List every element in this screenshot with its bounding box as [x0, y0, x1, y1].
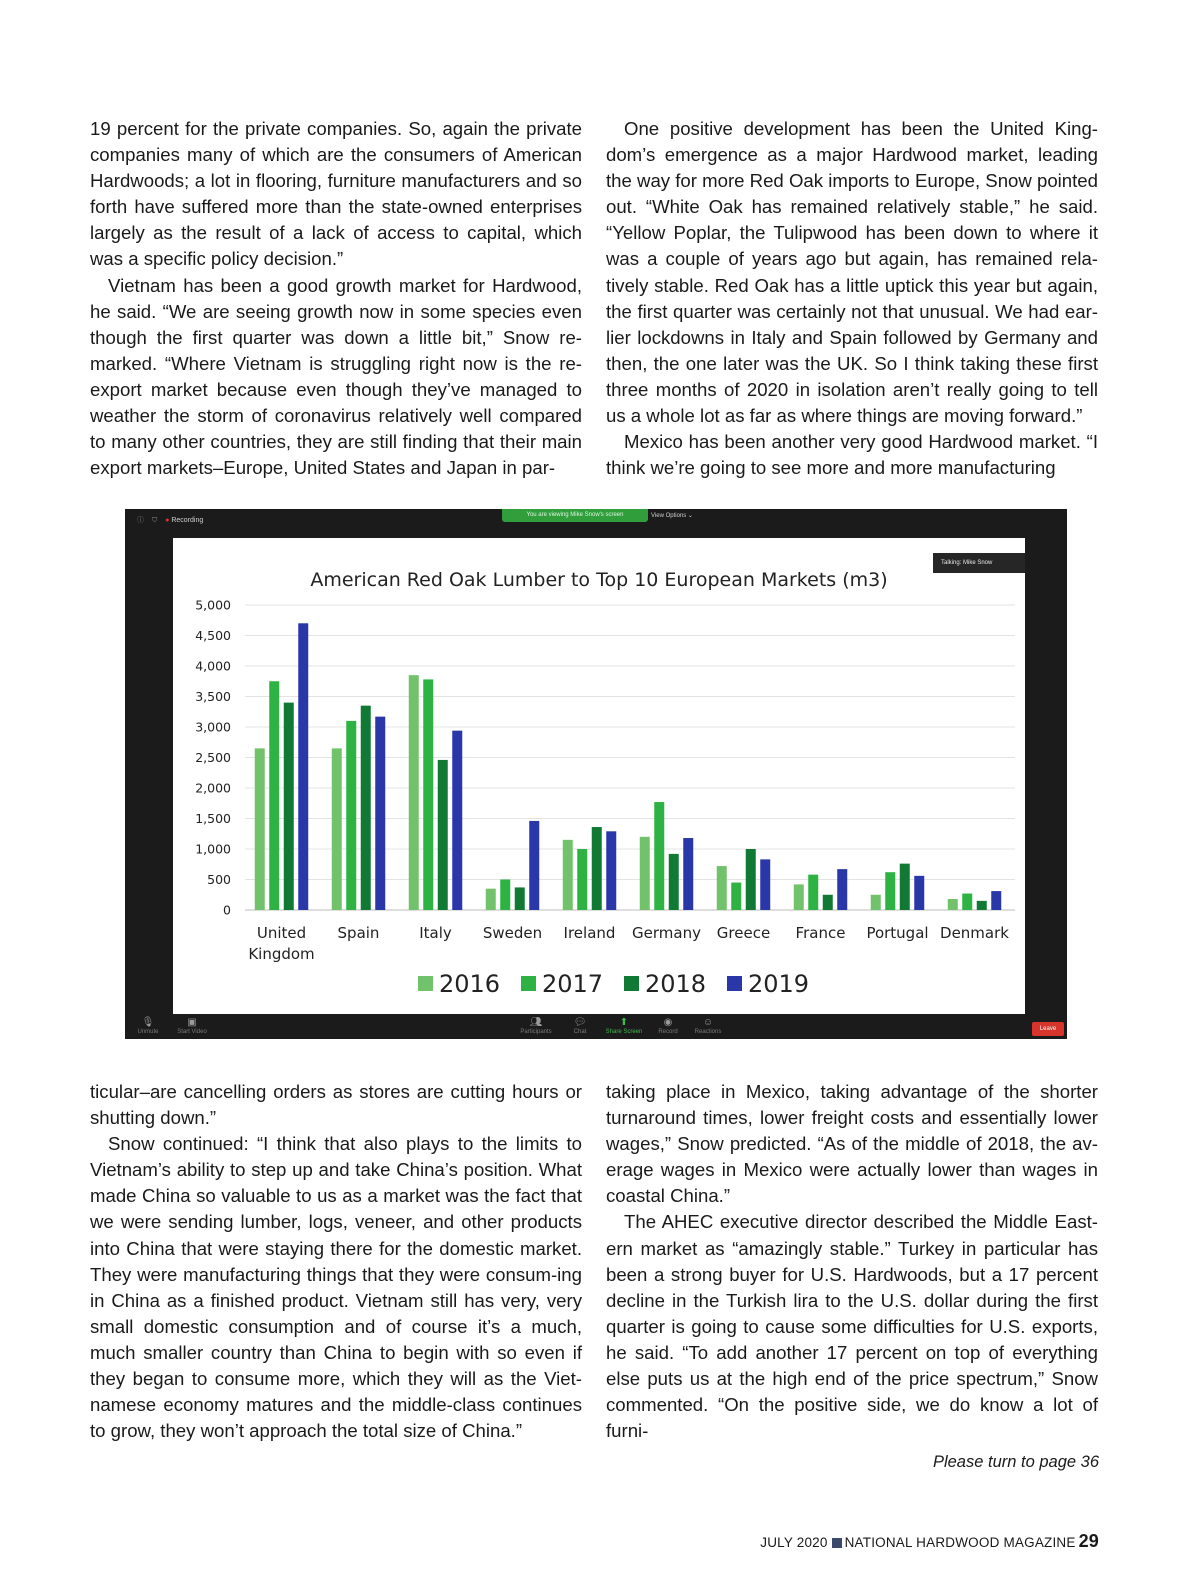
x-tick-label: United — [256, 924, 307, 942]
y-tick-label: 3,000 — [195, 719, 231, 735]
recording-label: Recording — [171, 517, 204, 524]
paragraph: One positive development has been the United King-dom’s emergence as a major Hardwood market, leading the way for more Red Oak imports to Europe, Snow pointed out. “White Oak has remained relatively stable,” he said. “Yellow Poplar, the Tulipwood has been down to where it was a couple of years ago but again, has remained rela-tively stable. Red Oak has a little uptick this year but again, the first quarter was certainly not that unusual. We had ear-lier lockdowns in Italy and Spain followed by Germany and then, the one later was the UK. So I think taking these first three months of 2020 in isolation aren’t really going to tell us a whole lot as far as where things are moving forward.” — [606, 118, 1098, 427]
y-tick-label: 4,000 — [195, 658, 231, 674]
y-tick-label: 5,000 — [195, 597, 231, 613]
article-column-top-right — [606, 116, 1098, 481]
legend-label: 2019 — [748, 970, 810, 998]
paragraph: Snow continued: “I think that also plays to the limits to Vietnam’s ability to step up and take China’s position. What made China so valuable to us as a market was the fact that we were sending lumber, logs, veneer, and other products into China that were staying there for the domestic market. They were manufacturing things that they were consum-ing in China as a finished product. Vietnam still has very, very small domestic consumption and of course it’s a much, much smaller country than China to begin with so even if they began to consume more, which they will as the Viet-namese economy matures and the middle-class continues to grow, they won’t approach the total size of China.” — [90, 1133, 582, 1442]
y-tick-label: 2,500 — [195, 750, 231, 765]
record-button: ◉ Record — [645, 1017, 691, 1035]
bar-2016 — [871, 895, 881, 910]
bar-2019 — [606, 831, 616, 910]
view-options-label: View Options ⌄ — [651, 513, 693, 519]
bar-2018 — [977, 901, 987, 910]
bar-2016 — [332, 748, 342, 910]
bar-2019 — [298, 623, 308, 910]
bar-2017 — [654, 802, 664, 910]
start-video-button: ▣ Start Video — [169, 1017, 215, 1035]
bar-2018 — [361, 706, 371, 910]
chart-title: American Red Oak Lumber to Top 10 European Markets (m3) — [310, 569, 888, 591]
bar-2017 — [269, 681, 279, 910]
x-tick-label: Kingdom — [248, 945, 315, 963]
issue-date: JULY 2020 — [760, 1535, 828, 1550]
x-tick-label: Portugal — [866, 924, 929, 942]
square-bullet-icon — [832, 1538, 842, 1548]
paragraph: Mexico has been another very good Hardwood market. “I think we’re going to see more and more manufacturing — [606, 431, 1098, 479]
bar-2016 — [640, 837, 650, 910]
x-tick-label: Denmark — [940, 924, 1009, 942]
y-tick-label: 1,000 — [195, 841, 231, 857]
paragraph: Vietnam has been a good growth market for Hardwood, he said. “We are seeing growth now in some species even though the first quarter was down a little bit,” Snow re-marked. “Where Vietnam is struggling right now is the re-export market because even though they’ve managed to weather the storm of coronavirus relatively well compared to many other countries, they are still finding that their main export markets–Europe, United States and Japan in par- — [90, 274, 582, 479]
bar-2019 — [452, 731, 462, 910]
chat-icon: 💬︎ — [573, 1017, 587, 1028]
bar-2017 — [423, 679, 433, 910]
bar-2017 — [346, 721, 356, 910]
legend-swatch — [727, 976, 742, 991]
legend-label: 2018 — [645, 970, 707, 998]
x-tick-label: Germany — [632, 924, 701, 942]
x-tick-label: Sweden — [482, 924, 543, 942]
reactions-button: ☺ Reactions — [685, 1017, 731, 1035]
bar-2016 — [255, 748, 265, 910]
recording-dot-icon: ● — [165, 517, 170, 524]
zoom-bottom-toolbar — [125, 1015, 1067, 1039]
bar-2017 — [731, 883, 741, 910]
magazine-name: NATIONAL HARDWOOD MAGAZINE — [844, 1535, 1076, 1550]
bar-2017 — [577, 849, 587, 910]
chart-slide — [173, 538, 1025, 1014]
y-tick-label: 2,000 — [195, 780, 231, 796]
chat-button: 💬︎ Chat — [557, 1017, 603, 1035]
y-tick-label: 0 — [223, 902, 231, 918]
bar-2018 — [438, 760, 448, 910]
record-icon: ◉ — [663, 1017, 673, 1028]
bar-2017 — [962, 894, 972, 910]
bar-2019 — [760, 859, 770, 910]
bar-2019 — [991, 891, 1001, 910]
bar-2017 — [500, 880, 510, 911]
participants-icon: 👥︎ — [529, 1017, 543, 1028]
paragraph: ticular–are cancelling orders as stores are cutting hours or shutting down.” — [90, 1081, 582, 1129]
talking-indicator: Talking: Mike Snow — [933, 553, 1025, 573]
zoom-screenshot-figure — [125, 509, 1067, 1039]
bar-2016 — [563, 840, 573, 910]
bar-2016 — [717, 866, 727, 910]
bar-2019 — [914, 876, 924, 910]
share-screen-button: ⬆ Share Screen — [601, 1017, 647, 1035]
paragraph: The AHEC executive director described the Middle East-ern market as “amazingly stable.” Turkey in particular has been a strong buyer for U.S. Hardwoods, but a 17 percent decline in the Turkish lira to the U.S. dollar during the first quarter is going to cause some difficulties for U.S. exports, he said. “To add another 17 percent on top of everything else puts us at the high end of the price spectrum,” Snow commented. “On the positive side, we do know a lot of furni- — [606, 1211, 1098, 1442]
x-tick-label: Spain — [337, 924, 380, 942]
bar-2016 — [948, 899, 958, 910]
continued-note: Please turn to page 36 — [932, 1453, 1099, 1471]
article-column-bottom-right — [606, 1079, 1098, 1444]
video-off-icon: ▣ — [187, 1017, 197, 1028]
bar-2018 — [592, 827, 602, 910]
x-tick-label: Ireland — [563, 924, 616, 942]
bar-2018 — [669, 854, 679, 910]
bar-2018 — [823, 895, 833, 910]
leave-button: Leave — [1032, 1022, 1064, 1036]
bar-2016 — [409, 675, 419, 910]
bar-2019 — [683, 838, 693, 910]
legend-label: 2016 — [439, 970, 501, 998]
bar-2019 — [529, 821, 539, 910]
bar-2016 — [794, 884, 804, 910]
participants-button: 👥︎ Participants — [513, 1017, 559, 1035]
x-tick-label: France — [795, 924, 846, 942]
paragraph: taking place in Mexico, taking advantage of the shorter turnaround times, lower freight costs and essentially lower wages,” Snow predicted. “As of the middle of 2018, the av-erage wages in Mexico were actually lower than wages in coastal China.” — [606, 1081, 1098, 1207]
chevron-down-icon: ⌄ — [687, 513, 693, 519]
x-tick-label: Greece — [716, 924, 771, 942]
page-footer — [760, 1531, 1099, 1552]
microphone-muted-icon: 🎙︎ — [141, 1017, 155, 1028]
article-column-bottom-left — [90, 1079, 582, 1444]
page-number: 29 — [1078, 1531, 1099, 1551]
bar-2019 — [375, 717, 385, 910]
shield-icon: ⛉ — [151, 517, 158, 524]
legend-swatch — [521, 976, 536, 991]
info-icon: ⓘ — [137, 517, 144, 524]
bar-2016 — [486, 889, 496, 910]
bar-2018 — [515, 887, 525, 910]
bar-2017 — [808, 875, 818, 910]
article-column-top-left — [90, 116, 582, 481]
bar-2018 — [284, 703, 294, 910]
y-tick-label: 3,500 — [195, 689, 231, 704]
x-tick-label: Italy — [419, 924, 452, 942]
bar-chart — [173, 538, 1025, 1014]
reactions-icon: ☺ — [702, 1017, 714, 1028]
bar-2017 — [885, 872, 895, 910]
bar-2018 — [900, 864, 910, 910]
y-tick-label: 500 — [207, 872, 231, 887]
paragraph: 19 percent for the private companies. So, again the private companies many of which are the consumers of American Hardwoods; a lot in flooring, furniture manufacturers and so forth have suffered more than the state-owned enterprises largely as the result of a lack of access to capital, which was a specific policy decision.” — [90, 118, 582, 270]
bar-2019 — [837, 869, 847, 910]
y-tick-label: 1,500 — [195, 811, 231, 826]
unmute-button: 🎙︎ Unmute — [125, 1017, 171, 1035]
y-tick-label: 4,500 — [195, 628, 231, 643]
legend-swatch — [418, 976, 433, 991]
zoom-top-bar — [125, 509, 1067, 531]
bar-2018 — [746, 849, 756, 910]
legend-swatch — [624, 976, 639, 991]
share-screen-icon: ⬆ — [619, 1017, 629, 1028]
legend-label: 2017 — [542, 970, 604, 998]
screen-share-banner: You are viewing Mike Snow's screen — [502, 509, 648, 522]
